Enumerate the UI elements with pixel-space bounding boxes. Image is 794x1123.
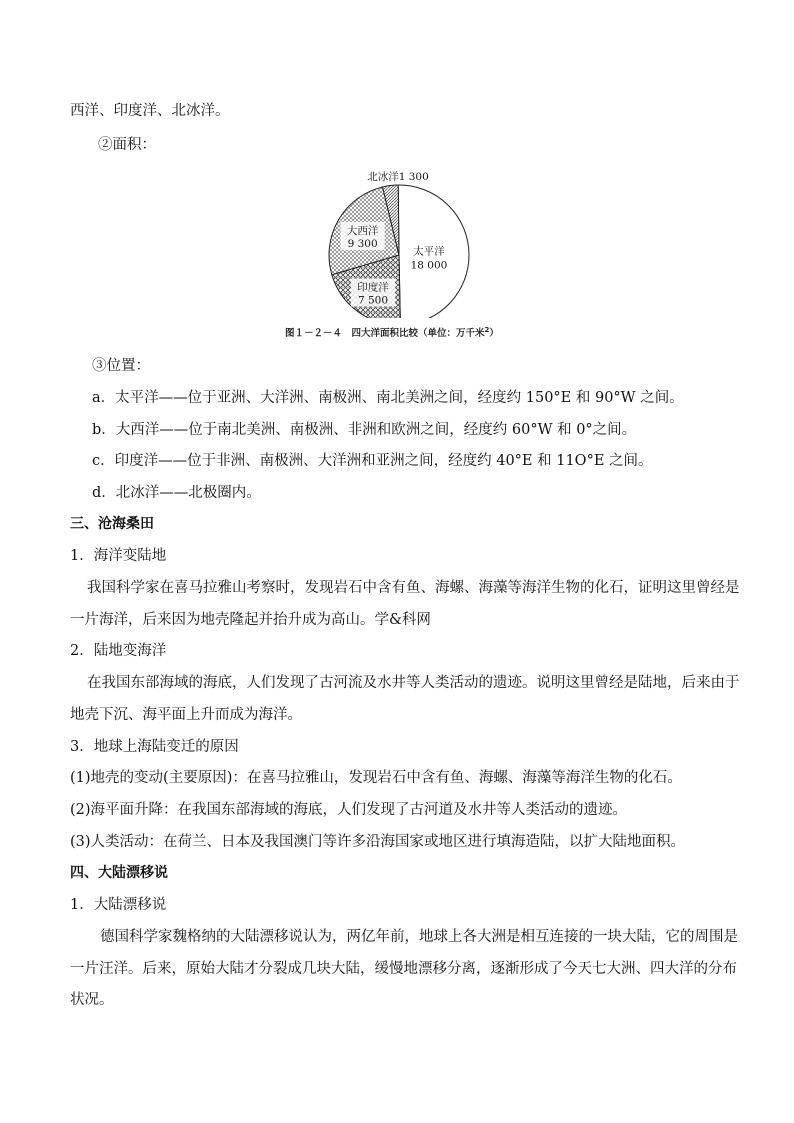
slice-value-label: 9 300 bbox=[347, 237, 378, 250]
slice-label-name: 太平洋 bbox=[413, 245, 445, 258]
slice-label-north: 北冰洋1 300 bbox=[367, 171, 429, 183]
paragraph-line: 在我国东部海域的海底，人们发现了古河流及水井等人类活动的遗迹。说明这里曾经是陆地，后来由于 bbox=[87, 675, 740, 691]
paragraph-line: 一片汪洋。后来，原始大陆才分裂成几块大陆，缓慢地漂移分离，逐渐形成了今天七大洲、四大洋的分布 bbox=[70, 961, 737, 977]
slice-label-name: 大西洋 bbox=[346, 224, 379, 237]
slice-value-label: 18 000 bbox=[410, 259, 448, 272]
subheading: 1．大陆漂移说 bbox=[70, 897, 167, 913]
caption-superscript: 2 bbox=[484, 325, 490, 334]
paragraph-line: 德国科学家魏格纳的大陆漂移说认为，两亿年前，地球上各大洲是相互连接的一块大陆，它的周围是 bbox=[100, 929, 738, 945]
paragraph-line: 我国科学家在喜马拉雅山考察时，发现岩石中含有鱼、海螺、海藻等海洋生物的化石，证明这里曾经是 bbox=[87, 580, 740, 596]
section-heading: 三、沧海桑田 bbox=[70, 516, 154, 532]
text-line: b．大西洋——位于南北美洲、南极洲、非洲和欧洲之间，经度约 60°W 和 0°之间。 bbox=[92, 422, 637, 438]
subheading: 2．陆地变海洋 bbox=[70, 643, 167, 659]
slice-label-name: 印度洋 bbox=[357, 281, 389, 294]
text-line: a．太平洋——位于亚洲、大洋洲、南极洲、南北美洲之间，经度约 150°E 和 90°W 之间。 bbox=[92, 390, 684, 406]
slice-value-label: 7 500 bbox=[357, 294, 389, 307]
text-line: ③位置： bbox=[92, 358, 150, 374]
caption-end: ） bbox=[489, 328, 499, 339]
list-item: (1)地壳的变动(主要原因)：在喜马拉雅山，发现岩石中含有鱼、海螺、海藻等海洋生物的化石。 bbox=[70, 770, 682, 786]
figure-caption bbox=[285, 325, 499, 339]
caption-text: 图１－２－４ 四大洋面积比较（单位：万千米 bbox=[285, 328, 485, 339]
paragraph-line: 状况。 bbox=[70, 992, 114, 1008]
subheading: 1．海洋变陆地 bbox=[70, 548, 167, 564]
text-line: 西洋、印度洋、北冰洋。 bbox=[70, 103, 230, 119]
text-line: d．北冰洋——北极圈内。 bbox=[92, 485, 261, 501]
section-heading: 四、大陆漂移说 bbox=[70, 865, 168, 881]
text-line: ②面积： bbox=[98, 137, 156, 153]
list-item: (2)海平面升降：在我国东部海域的海底，人们发现了古河道及水井等人类活动的遗迹。 bbox=[70, 802, 628, 818]
subheading: 3．地球上海陆变迁的原因 bbox=[70, 739, 239, 755]
pie-chart-figure bbox=[283, 170, 511, 318]
paragraph-line: 一片海洋，后来因为地壳隆起并抬升成为高山。学&科网 bbox=[70, 612, 431, 628]
text-line: c．印度洋——位于非洲、南极洲、大洋洲和亚洲之间，经度约 40°E 和 11O°E 之间。 bbox=[92, 453, 653, 469]
pie-chart bbox=[283, 170, 511, 318]
list-item: (3)人类活动：在荷兰、日本及我国澳门等许多沿海国家或地区进行填海造陆，以扩大陆地面积。 bbox=[70, 834, 686, 850]
paragraph-line: 地壳下沉、海平面上升而成为海洋。 bbox=[70, 707, 302, 723]
